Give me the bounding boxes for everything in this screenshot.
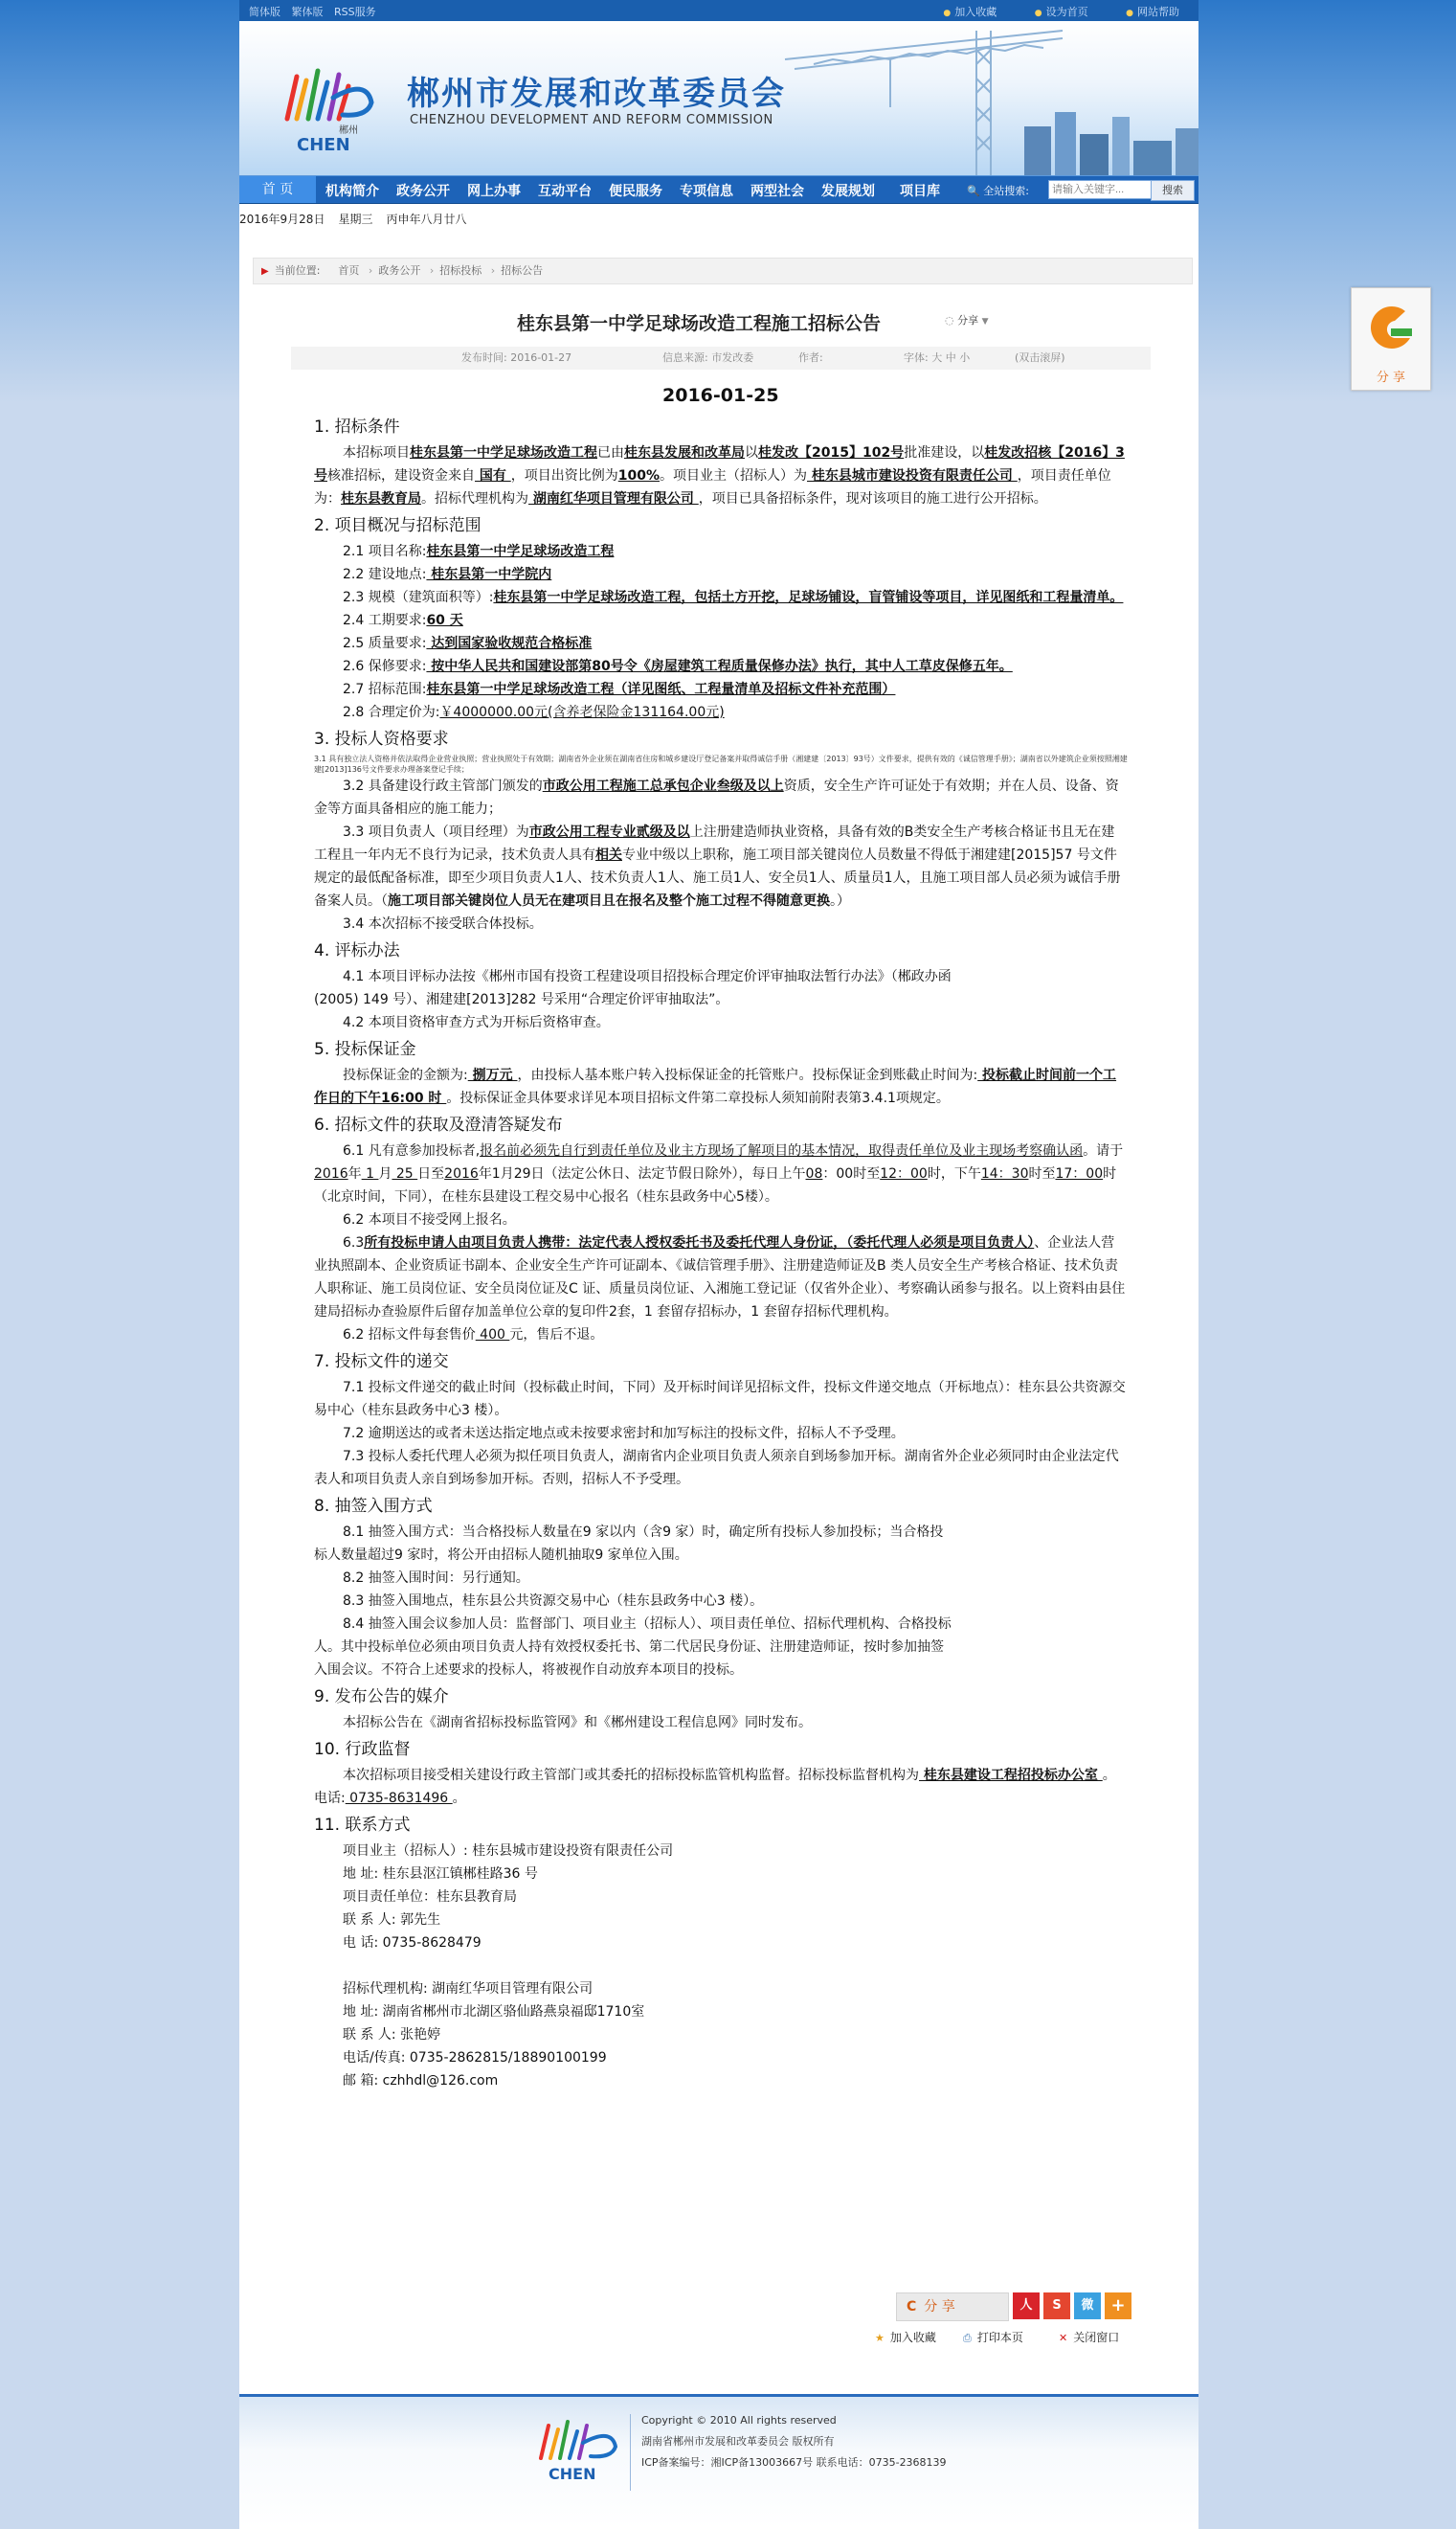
tencent-share-icon[interactable]: 微 — [1074, 2292, 1101, 2319]
paragraph: 6.2 本项目不接受网上报名。 — [343, 1212, 516, 1228]
section-heading: 9. 发布公告的媒介 — [314, 1687, 449, 1706]
weibo-share-icon[interactable]: S — [1043, 2292, 1070, 2319]
banner-cityscape-illustration — [775, 21, 1198, 175]
section-heading: 6. 招标文件的获取及澄清答疑发布 — [314, 1116, 563, 1135]
article-title: 桂东县第一中学足球场改造工程施工招标公告 — [517, 313, 882, 334]
nav-item-about[interactable]: 机构简介 — [325, 184, 379, 199]
add-favorite-action[interactable]: ★ 加入收藏 — [875, 2331, 936, 2344]
paragraph: 3.3 项目负责人（项目经理）为市政公用工程专业贰级及以上注册建造师执业资格，具备有效的B类安全生产考核合格证书且无在建工程且一年内无不良行为记录，技术负责人具有相关专业中级以上职称，施工项目部关键岗位人员数量不得低于湘建建[2015]57 号文件规定的最低配备标准，即至少项目负责人1人、技术负责人1人、施工员1人、安全员1人、质量员1人，且施工项目部人员必须为诚信手册备案人员。（施工项目部关键岗位人员无在建项目且在报名及整个施工过程不得随意更换。） — [314, 824, 1121, 909]
section-heading: 2. 项目概况与招标范围 — [314, 516, 482, 535]
paragraph: 2.3 规模（建筑面积等）:桂东县第一中学足球场改造工程，包括土方开挖，足球场铺设，盲管铺设等项目，详见图纸和工程量清单。 — [343, 590, 1124, 605]
main-nav — [239, 175, 1198, 204]
star-icon: ★ — [875, 2332, 885, 2344]
owner: 湖南省郴州市发展和改革委员会 版权所有 — [641, 2435, 835, 2448]
font-size-switcher[interactable]: 字体: 大 中 小 — [904, 351, 971, 364]
breadcrumb-gov-affairs[interactable]: 政务公开 — [378, 264, 421, 277]
page-container — [239, 0, 1198, 2526]
traditional-link[interactable]: 繁体版 — [291, 6, 324, 18]
contact-line: 联 系 人: 郭先生 — [343, 1912, 441, 1928]
copyright: Copyright © 2010 All rights reserved — [641, 2414, 837, 2427]
share-logo-icon: C — [907, 2299, 917, 2314]
nav-item-interaction[interactable]: 互动平台 — [538, 184, 592, 199]
document-date: 2016-01-25 — [662, 385, 779, 406]
section-heading: 1. 招标条件 — [314, 418, 400, 437]
contact-line: 招标代理机构: 湖南红华项目管理有限公司 — [343, 1981, 594, 1997]
nav-item-gov-affairs[interactable]: 政务公开 — [396, 184, 450, 199]
bullet-icon: ● — [1126, 9, 1133, 18]
section-heading: 11. 联系方式 — [314, 1816, 411, 1835]
nav-item-public-service[interactable]: 便民服务 — [609, 184, 662, 199]
svg-text:CHEN: CHEN — [297, 135, 350, 155]
print-page-action[interactable]: ⎙ 打印本页 — [963, 2331, 1023, 2344]
section-heading: 10. 行政监督 — [314, 1740, 411, 1759]
dblclick-scroll-hint: (双击滚屏) — [1015, 351, 1065, 364]
contact-line: 项目责任单位：桂东县教育局 — [343, 1889, 517, 1905]
site-banner — [239, 21, 1198, 175]
section-heading: 3. 投标人资格要求 — [314, 730, 449, 749]
publish-time: 发布时间: 2016-01-27 — [461, 351, 572, 364]
icp-and-phone: ICP备案编号：湘ICP备13003667号 联系电话：0735-2368139 — [641, 2456, 947, 2469]
author: 作者: — [798, 351, 823, 364]
close-window-action[interactable]: ✕ 关闭窗口 — [1059, 2331, 1120, 2344]
search-icon: 🔍 — [967, 185, 980, 197]
simplified-link[interactable]: 简体版 — [249, 6, 280, 18]
share-dropdown[interactable]: ◌ 分享 ▼ — [945, 314, 989, 327]
contact-line: 联 系 人: 张艳婷 — [343, 2027, 441, 2043]
nav-item-special-info[interactable]: 专项信息 — [680, 184, 733, 199]
paragraph: 2.1 项目名称:桂东县第一中学足球场改造工程 — [343, 544, 615, 559]
paragraph: 6.3所有投标申请人由项目负责人携带：法定代表人授权委托书及委托代理人身份证，（委托代理人必须是项目负责人）、企业法人营业执照副本、企业资质证书副本、企业安全生产许可证副本、《诚信管理手册》、注册建造师证及B 类人员安全生产考核合格证、技术负责人职称证、施工员岗位证、安全员岗位证及C 证、质量员岗位证、入湘施工登记证（仅省外企业）、考察确认函参与报名。以上资料由县住建局招标办查验原件后留存加盖单位公章的复印件2套，1 套留存招标办，1 套留存招标代理机构。 — [314, 1235, 1126, 1320]
paragraph: 7.2 逾期送达的或者未送达指定地点或未按要求密封和加写标注的投标文件，招标人不予受理。 — [343, 1426, 905, 1441]
set-homepage-link[interactable]: ● 设为首页 — [1034, 6, 1088, 18]
site-subtitle: CHENZHOU DEVELOPMENT AND REFORM COMMISSION — [410, 113, 773, 127]
svg-text:CHEN: CHEN — [549, 2465, 596, 2483]
paragraph: 2.8 合理定价为:￥4000000.00元(含养老保险金131164.00元) — [343, 705, 725, 720]
nav-home[interactable]: 首 页 — [239, 176, 316, 203]
paragraph: 8.4 抽签入围会议参加人员：监督部门、项目业主（招标人）、项目责任单位、招标代理机构、合格投标人。其中投标单位必须由项目负责人持有效授权委托书、第二代居民身份证、注册建造师证，按时参加抽签入围会议。不符合上述要求的投标人，将被视作自动放弃本项目的投标。 — [314, 1616, 952, 1678]
contact-block — [314, 1840, 1128, 2092]
nav-item-project-library[interactable]: 项目库 — [900, 184, 940, 199]
printer-icon: ⎙ — [963, 2332, 972, 2344]
footer-text — [641, 2410, 947, 2473]
paragraph: 本招标公告在《湖南省招标投标监管网》和《郴州建设工程信息网》同时发布。 — [343, 1715, 812, 1730]
breadcrumb: ▶ 当前位置: 首页 › 政务公开 › 招标投标 › 招标公告 — [253, 258, 1193, 284]
date-line: 2016年9月28日 星期三 丙申年八月廿八 — [239, 213, 467, 226]
nav-item-online-service[interactable]: 网上办事 — [467, 184, 521, 199]
section-heading: 5. 投标保证金 — [314, 1040, 416, 1059]
paragraph: 投标保证金的金额为: 捌万元 ，由投标人基本账户转入投标保证金的托管账户。投标保证金到账截止时间为: 投标截止时间前一个工作日的下午16:00 时 。投标保证金具体要求详见本项目招标文件第二章投标人须知前附表第3.4.1项规定。 — [314, 1068, 1117, 1106]
breadcrumb-home[interactable]: 首页 — [338, 264, 360, 277]
footer-logo — [531, 2414, 627, 2483]
top-utility-bar — [239, 0, 1198, 21]
paragraph: 6.2 招标文件每套售价 400 元，售后不退。 — [343, 1327, 604, 1343]
site-logo[interactable] — [276, 59, 381, 155]
svg-text:郴州: 郴州 — [339, 125, 358, 136]
floating-share-widget[interactable] — [1351, 287, 1431, 391]
floating-share-label: 分 享 — [1376, 371, 1406, 385]
contact-line: 邮 箱: czhhdl@126.com — [343, 2073, 499, 2089]
paragraph: 7.1 投标文件递交的截止时间（投标截止时间，下同）及开标时间详见招标文件，投标文件递交地点（开标地点）：桂东县公共资源交易中心（桂东县政务中心3 楼）。 — [314, 1380, 1126, 1418]
paragraph: 4.2 本项目资格审查方式为开标后资格审查。 — [343, 1015, 610, 1030]
share-logo-icon — [1362, 298, 1420, 359]
nav-item-planning[interactable]: 发展规划 — [821, 184, 875, 199]
paragraph: 3.2 具备建设行政主管部门颁发的市政公用工程施工总承包企业叁级及以上资质，安全生产许可证处于有效期；并在人员、设备、资金等方面具备相应的施工能力； — [314, 779, 1119, 817]
search-button[interactable]: 搜索 — [1151, 180, 1195, 201]
site-title: 郴州市发展和改革委员会 — [407, 75, 786, 113]
paragraph: 4.1 本项目评标办法按《郴州市国有投资工程建设项目招投标合理定价评审抽取法暂行办法》（郴政办函 (2005) 149 号）、湘建建[2013]282 号采用“合理定价评审抽取法”。 — [314, 969, 952, 1007]
paragraph: 本次招标项目接受相关建设行政主管部门或其委托的招标投标监管机构监督。招标投标监督机构为 桂东县建设工程招投标办公室 。电话: 0735-8631496 。 — [314, 1768, 1116, 1806]
paragraph: 2.6 保修要求: 按中华人民共和国建设部第80号令《房屋建筑工程质量保修办法》执行，其中人工草皮保修五年。 — [343, 659, 1013, 674]
article-meta — [291, 347, 1151, 370]
section-heading: 4. 评标办法 — [314, 941, 400, 960]
nav-item-two-type-society[interactable]: 两型社会 — [750, 184, 804, 199]
contact-line: 地 址: 桂东县沤江镇郴桂路36 号 — [343, 1866, 538, 1882]
paragraph: 8.1 抽签入围方式：当合格投标人数量在9 家以内（含9 家）时，确定所有投标人参加投标；当合格投标人数量超过9 家时，将公开由招标人随机抽取9 家单位入围。 — [314, 1524, 944, 1563]
paragraph: 8.2 抽签入围时间：另行通知。 — [343, 1570, 529, 1586]
paragraph: 7.3 投标人委托代理人必须为拟任项目负责人，湖南省内企业项目负责人须亲自到场参加开标。湖南省外企业必须同时由企业法定代表人和项目负责人亲自到场参加开标。否则，招标人不予受理。 — [314, 1449, 1119, 1487]
paragraph: 2.4 工期要求:60 天 — [343, 613, 463, 628]
contact-line: 地 址: 湖南省郴州市北湖区骆仙路燕泉福邸1710室 — [343, 2004, 645, 2020]
info-source: 信息来源: 市发改委 — [662, 351, 754, 364]
paragraph: 2.5 质量要求: 达到国家验收规范合格标准 — [343, 636, 593, 651]
renren-share-icon[interactable]: 人 — [1013, 2292, 1040, 2319]
site-help-link[interactable]: ● 网站帮助 — [1126, 6, 1179, 18]
article-body — [314, 412, 1128, 2092]
bullet-icon: ● — [1034, 9, 1042, 18]
contact-line — [314, 1954, 1128, 1977]
breadcrumb-bidding[interactable]: 招标投标 — [439, 264, 482, 277]
add-favorite-link[interactable]: ● 加入收藏 — [943, 6, 997, 18]
bullet-icon: ● — [943, 9, 952, 18]
paragraph: 8.3 抽签入围地点，桂东县公共资源交易中心（桂东县政务中心3 楼）。 — [343, 1593, 764, 1609]
search-label: 🔍 全站搜索: — [967, 185, 1029, 197]
close-icon: ✕ — [1059, 2332, 1068, 2344]
contact-line: 电 话: 0735-8628479 — [343, 1935, 482, 1951]
paragraph: 2.7 招标范围:桂东县第一中学足球场改造工程（详见图纸、工程量清单及招标文件补充范围） — [343, 682, 896, 697]
search-input[interactable] — [1048, 180, 1152, 199]
paragraph: 6.1 凡有意参加投标者,报名前必须先自行到责任单位及业主方现场了解项目的基本情况，取得责任单位及业主现场考察确认函。请于2016年 1 月 25 日至2016年1月29日（法定公休日、法定节假日除外），每日上午08：00时至12：00时，下午14：30时至17：00时（北京时间，下同），在桂东县建设工程交易中心报名（桂东县政务中心5楼）。 — [314, 1143, 1124, 1205]
share-icon: ◌ — [945, 314, 954, 327]
more-share-icon[interactable]: + — [1105, 2292, 1131, 2319]
paragraph: 2.2 建设地点: 桂东县第一中学院内 — [343, 567, 552, 582]
chevron-right-icon: ▶ — [261, 266, 269, 277]
paragraph: 3.4 本次招标不接受联合体投标。 — [343, 916, 543, 932]
section-heading: 8. 抽签入围方式 — [314, 1497, 433, 1516]
contact-line: 电话/传真: 0735-2862815/18890100199 — [343, 2050, 607, 2066]
paragraph-small-print: 3.1 具有独立法人资格并依法取得企业营业执照；营业执照处于有效期；湖南省外企业须在湖南省住房和城乡建设厅登记备案并取得诚信手册（湘建建〔2013〕93号）文件要求，提供有效的《诚信管理手册》；湖南省以外建筑企业须按照湘建建[2013]136号文件要求办理备案登记手续； — [314, 755, 1128, 774]
breadcrumb-announcements[interactable]: 招标公告 — [501, 264, 544, 277]
contact-line: 项目业主（招标人）: 桂东县城市建设投资有限责任公司 — [343, 1843, 674, 1859]
rss-link[interactable]: RSS服务 — [334, 6, 376, 18]
chevron-down-icon: ▼ — [981, 317, 989, 327]
paragraph: 本招标项目桂东县第一中学足球场改造工程已由桂东县发展和改革局以桂发改【2015】102号批准建设，以桂发改招核【2016】3号核准招标，建设资金来自 国有 ，项目出资比例为100%。项目业主（招标人）为 桂东县城市建设投资有限责任公司 ，项目责任单位为：桂东县教育局。招标代理机构为 湖南红华项目管理有限公司 ，项目已具备招标条件，现对该项目的施工进行公开招标。 — [314, 445, 1125, 507]
section-heading: 7. 投标文件的递交 — [314, 1352, 449, 1371]
footer — [239, 2394, 1198, 2529]
footer-divider — [630, 2414, 631, 2491]
share-button[interactable]: C 分 享 — [896, 2292, 1009, 2321]
share-bar — [896, 2289, 1149, 2323]
